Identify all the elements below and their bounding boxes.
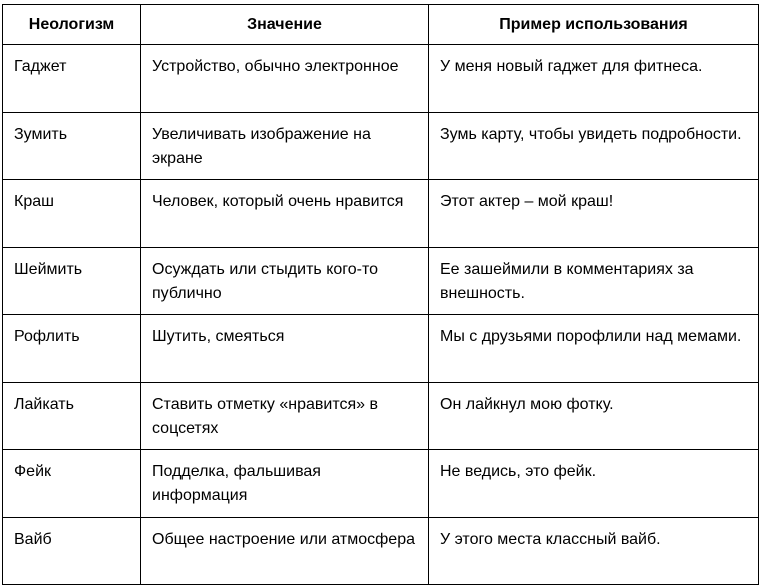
cell-word: Вайб: [3, 517, 141, 585]
cell-example: Ее зашеймили в комментариях за внешность.: [429, 247, 759, 315]
cell-meaning: Ставить отметку «нравится» в соцсетях: [141, 382, 429, 450]
cell-word: Шеймить: [3, 247, 141, 315]
cell-meaning: Увеличивать изображение на экране: [141, 112, 429, 180]
table-row: [3, 180, 759, 248]
neologisms-table: [2, 4, 759, 585]
cell-meaning: Устройство, обычно электронное: [141, 45, 429, 113]
table-row: [3, 517, 759, 585]
cell-meaning: Подделка, фальшивая информация: [141, 450, 429, 518]
cell-word: Зумить: [3, 112, 141, 180]
cell-word: Фейк: [3, 450, 141, 518]
cell-meaning: Осуждать или стыдить кого-то публично: [141, 247, 429, 315]
cell-example: Зумь карту, чтобы увидеть подробности.: [429, 112, 759, 180]
cell-word: Лайкать: [3, 382, 141, 450]
header-example: Пример использования: [429, 5, 759, 45]
cell-example: Он лайкнул мою фотку.: [429, 382, 759, 450]
cell-example: Мы с друзьями порофлили над мемами.: [429, 315, 759, 383]
table-row: [3, 382, 759, 450]
cell-word: Гаджет: [3, 45, 141, 113]
cell-example: У этого места классный вайб.: [429, 517, 759, 585]
cell-meaning: Шутить, смеяться: [141, 315, 429, 383]
cell-meaning: Общее настроение или атмосфера: [141, 517, 429, 585]
cell-word: Рофлить: [3, 315, 141, 383]
cell-word: Краш: [3, 180, 141, 248]
cell-example: Этот актер – мой краш!: [429, 180, 759, 248]
cell-meaning: Человек, который очень нравится: [141, 180, 429, 248]
cell-example: Не ведись, это фейк.: [429, 450, 759, 518]
header-neologism: Неологизм: [3, 5, 141, 45]
table-header-row: [3, 5, 759, 45]
table-row: [3, 315, 759, 383]
table-row: [3, 450, 759, 518]
table-row: [3, 247, 759, 315]
header-meaning: Значение: [141, 5, 429, 45]
cell-example: У меня новый гаджет для фитнеса.: [429, 45, 759, 113]
table-row: [3, 45, 759, 113]
table-row: [3, 112, 759, 180]
